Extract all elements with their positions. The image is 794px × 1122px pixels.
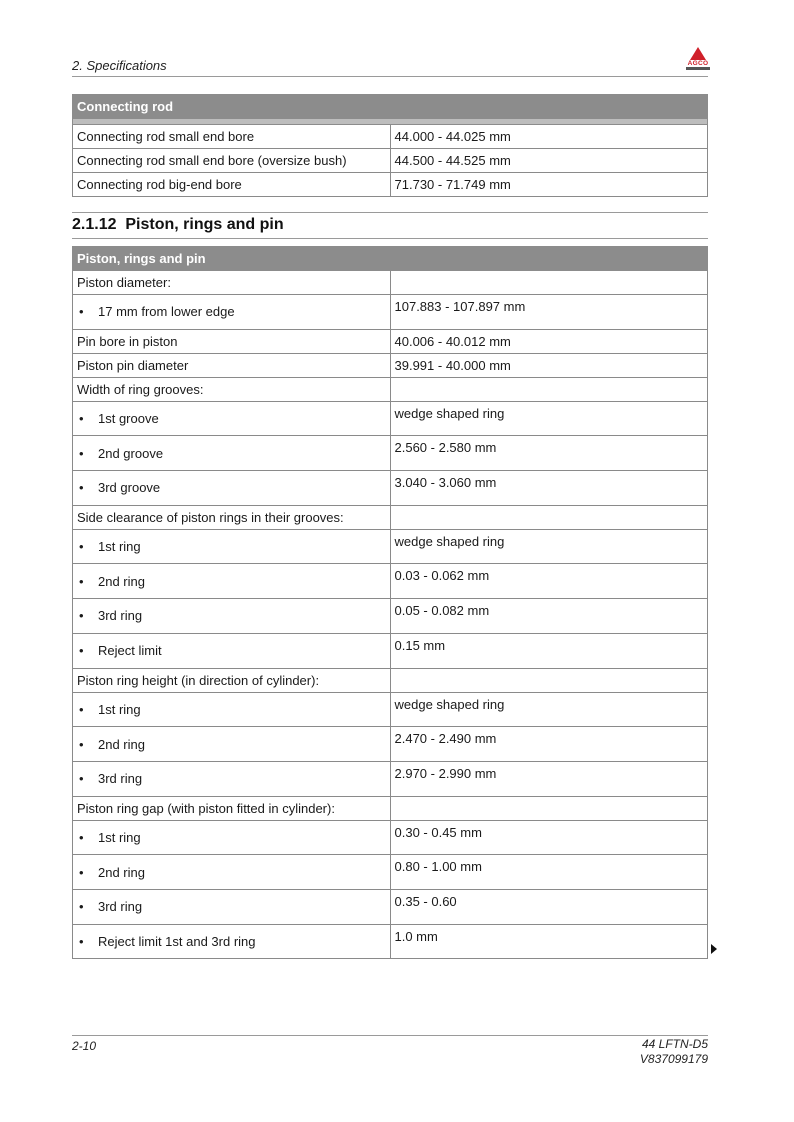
table-header — [73, 95, 708, 119]
spec-value: 39.991 - 40.000 mm — [390, 353, 708, 377]
table-row — [73, 471, 708, 506]
spec-value — [390, 668, 708, 692]
spec-sub-label: • 2nd ring — [73, 855, 391, 890]
spec-value: 1.0 mm — [390, 924, 708, 959]
spec-sub-label: • 1st ring — [73, 820, 391, 855]
table-row — [73, 564, 708, 599]
table-row — [73, 125, 708, 149]
section-number: 2.1.12 — [72, 216, 117, 233]
spec-value: 2.560 - 2.580 mm — [390, 436, 708, 471]
spec-value: 3.040 - 3.060 mm — [390, 471, 708, 506]
table-header — [73, 247, 708, 271]
doc-title: 44 LFTN-D5 — [641, 1037, 708, 1051]
spec-value: 0.80 - 1.00 mm — [390, 855, 708, 890]
table-row — [73, 820, 708, 855]
table-row — [73, 668, 708, 692]
spec-value: wedge shaped ring — [390, 401, 708, 436]
spec-value: 0.30 - 0.45 mm — [390, 820, 708, 855]
spec-value: wedge shaped ring — [390, 529, 708, 564]
spec-label: Width of ring grooves: — [73, 377, 391, 401]
table-row — [73, 796, 708, 820]
spec-value: 40.006 - 40.012 mm — [390, 329, 708, 353]
spec-label: Connecting rod small end bore — [73, 125, 391, 149]
logo-triangle-icon — [690, 47, 706, 60]
spec-label: Piston diameter: — [73, 271, 391, 295]
spec-value: 0.03 - 0.062 mm — [390, 564, 708, 599]
table-row — [73, 889, 708, 924]
table-row — [73, 505, 708, 529]
spec-sub-label: • 17 mm from lower edge — [73, 295, 391, 330]
spec-value: 0.15 mm — [390, 633, 708, 668]
spec-sub-label: • 2nd ring — [73, 564, 391, 599]
table-row — [73, 633, 708, 668]
table-row — [73, 599, 708, 634]
section-divider-top — [72, 212, 708, 213]
table-row — [73, 295, 708, 330]
spec-sub-label: • Reject limit 1st and 3rd ring — [73, 924, 391, 959]
header-divider — [72, 76, 708, 77]
spec-sub-label: • 1st ring — [73, 692, 391, 727]
logo-text: AGCO — [687, 60, 709, 67]
spec-value: 0.05 - 0.082 mm — [390, 599, 708, 634]
spec-sub-label: • 2nd groove — [73, 436, 391, 471]
continued-arrow-icon — [711, 944, 717, 954]
spec-label: Piston pin diameter — [73, 353, 391, 377]
agco-logo — [686, 47, 710, 73]
spec-label: Pin bore in piston — [73, 329, 391, 353]
spec-value: wedge shaped ring — [390, 692, 708, 727]
table-row — [73, 353, 708, 377]
spec-value — [390, 505, 708, 529]
spec-sub-label: • 1st ring — [73, 529, 391, 564]
spec-sub-label: • Reject limit — [73, 633, 391, 668]
spec-value: 2.970 - 2.990 mm — [390, 761, 708, 796]
spec-value: 2.470 - 2.490 mm — [390, 727, 708, 762]
piston-rings-pin-table — [72, 246, 708, 959]
section-divider-bottom — [72, 238, 708, 239]
spec-label: Piston ring gap (with piston fitted in cylinder): — [73, 796, 391, 820]
table-title: Piston, rings and pin — [73, 247, 708, 271]
spec-value: 44.000 - 44.025 mm — [390, 125, 707, 149]
footer-divider — [72, 1035, 708, 1036]
table-row — [73, 692, 708, 727]
spec-label: Piston ring height (in direction of cylinder): — [73, 668, 391, 692]
footer-doc-info — [640, 1037, 708, 1067]
spec-sub-label: • 3rd ring — [73, 761, 391, 796]
logo-bar — [686, 67, 710, 70]
table-row — [73, 329, 708, 353]
table-row — [73, 727, 708, 762]
spec-sub-label: • 3rd groove — [73, 471, 391, 506]
spec-value — [390, 271, 708, 295]
spec-value: 71.730 - 71.749 mm — [390, 173, 707, 197]
spec-sub-label: • 3rd ring — [73, 599, 391, 634]
table-row — [73, 924, 708, 959]
doc-number: V837099179 — [639, 1052, 708, 1066]
spec-sub-label: • 3rd ring — [73, 889, 391, 924]
spec-label: Side clearance of piston rings in their grooves: — [73, 505, 391, 529]
spec-sub-label: • 2nd ring — [73, 727, 391, 762]
spec-sub-label: • 1st groove — [73, 401, 391, 436]
table-row — [73, 855, 708, 890]
table-title: Connecting rod — [73, 95, 708, 119]
table-row — [73, 377, 708, 401]
table-row — [73, 401, 708, 436]
table-row — [73, 149, 708, 173]
table-row — [73, 173, 708, 197]
page-number: 2-10 — [72, 1039, 97, 1053]
spec-value — [390, 796, 708, 820]
spec-value: 107.883 - 107.897 mm — [390, 295, 708, 330]
table-row — [73, 529, 708, 564]
table-row — [73, 761, 708, 796]
spec-value: 44.500 - 44.525 mm — [390, 149, 707, 173]
header-section-title: 2. Specifications — [72, 58, 167, 73]
table-row — [73, 436, 708, 471]
section-title: Piston, rings and pin — [125, 216, 284, 233]
spec-value — [390, 377, 708, 401]
spec-label: Connecting rod small end bore (oversize bush) — [73, 149, 391, 173]
spec-label: Connecting rod big-end bore — [73, 173, 391, 197]
table-row — [73, 271, 708, 295]
connecting-rod-table — [72, 94, 708, 197]
spec-value: 0.35 - 0.60 — [390, 889, 708, 924]
section-heading — [72, 216, 284, 234]
